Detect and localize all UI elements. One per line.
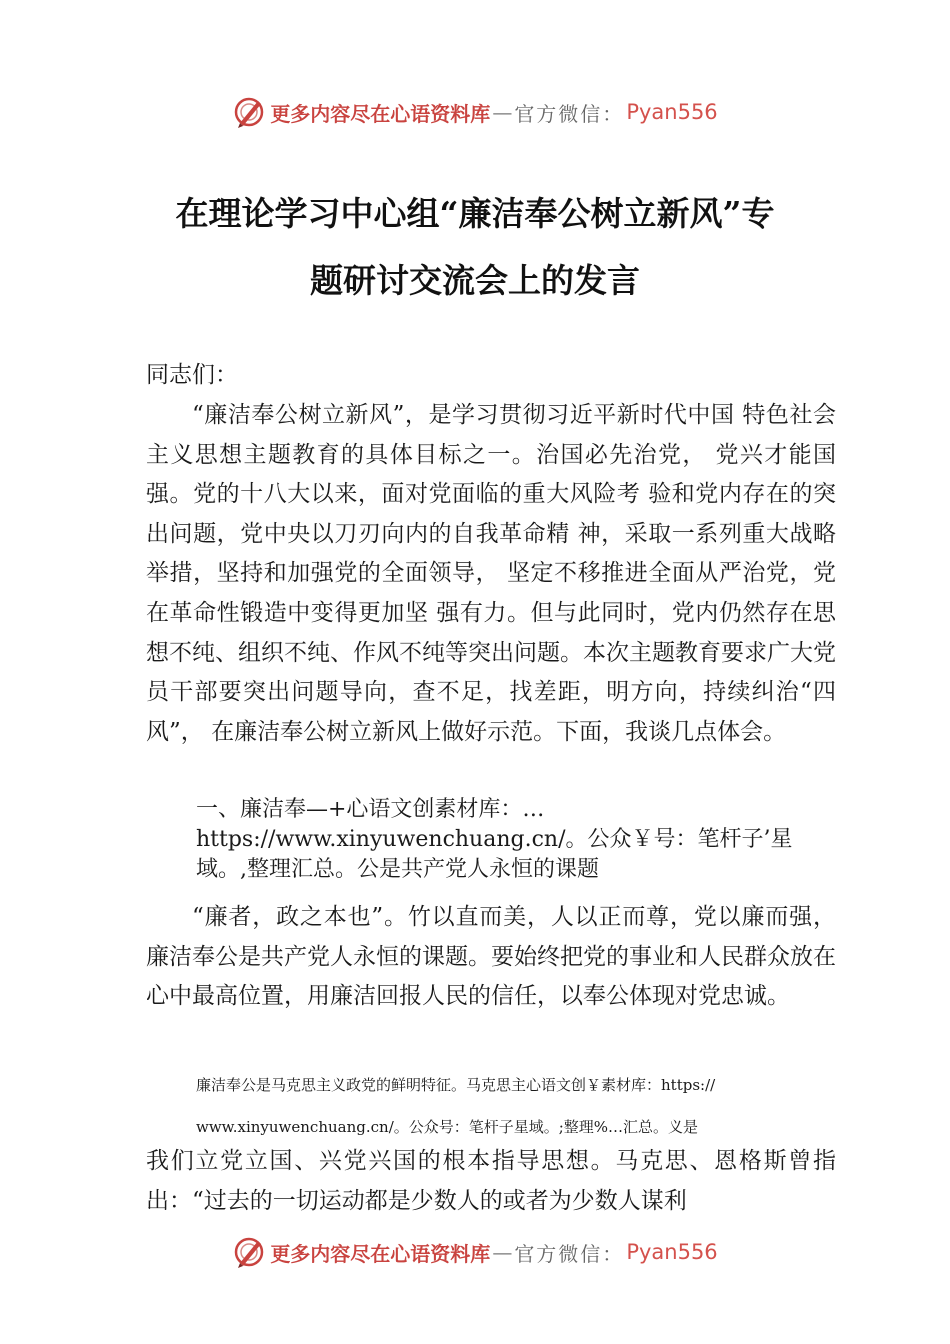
header-watermark-banner bbox=[0, 92, 950, 132]
small-text-line-2: www.xinyuwenchuang.cn/。公众号：笔杆子星域。;整理%…汇总。义是 bbox=[196, 1118, 699, 1136]
small-text-line-1: 廉洁奉公是马克思主义政党的鲜明特征。马克思主心语文创￥素材库：https:// bbox=[196, 1076, 716, 1094]
document-title-line1: 在理论学习中心组“廉洁奉公树立新风”专 bbox=[175, 194, 775, 233]
paragraph-3: 我们立党立国、兴党兴国的根本指导思想。马克思、恩格斯曾指出：“过去的一切运动都是少数人的或者为少数人谋利 bbox=[146, 1148, 836, 1214]
paragraph-2: “廉者，政之本也”。竹以直而美，人以正而尊，党以廉而强，廉洁奉公是共产党人永恒的课题。要始终把党的事业和人民群众放在心中最高位置，用廉洁回报人民的信任，以奉公体现对党忠诚。 bbox=[146, 904, 836, 1010]
section-heading-1: 一、廉洁奉—+心语文创素材库：…https://www.xinyuwenchuang.cn/。公众￥号：笔杆子’星域。,整理汇总。公是共产党人永恒的课题 bbox=[196, 797, 793, 882]
pen-logo-icon bbox=[232, 95, 266, 129]
banner-text: 更多内容尽在心语资料库 bbox=[270, 101, 491, 126]
banner-separator: — bbox=[492, 1240, 513, 1264]
banner-separator: — bbox=[492, 100, 513, 124]
document-title-line2: 题研讨交流会上的发言 bbox=[310, 261, 640, 300]
banner-text: 更多内容尽在心语资料库 bbox=[270, 1241, 491, 1266]
banner-wechat-id: Pyan556 bbox=[626, 1240, 718, 1264]
intro-paragraph: “廉洁奉公树立新风”，是学习贯彻习近平新时代中国 特色社会主义思想主题教育的具体目标之一。治国必先治党， 党兴才能国强。党的十八大以来，面对党面临的重大风险考 验和党内存在的突出问题，党中央以刀刃向内的自我革命精 神，采取一系列重大战略举措，坚持和加强党的全面领导， 坚定不移推进全面从严治党，党在革命性锻造中变得更加坚 强有力。但与此同时，党内仍然存在思想不纯、组织不纯、作风不纯等突出问题。本次主题教育要求广大党员干部要突出问题导向，查不足，找差距，明方向，持续纠治“四风”， 在廉洁奉公树立新风上做好示范。下面，我谈几点体会。 bbox=[146, 402, 836, 745]
banner-wechat-label: 官方微信： bbox=[514, 101, 625, 126]
footer-watermark-banner bbox=[0, 1232, 950, 1272]
banner-wechat-id: Pyan556 bbox=[626, 100, 718, 124]
pen-logo-icon bbox=[232, 1235, 266, 1269]
salutation: 同志们： bbox=[146, 362, 238, 388]
banner-wechat-label: 官方微信： bbox=[514, 1241, 625, 1266]
